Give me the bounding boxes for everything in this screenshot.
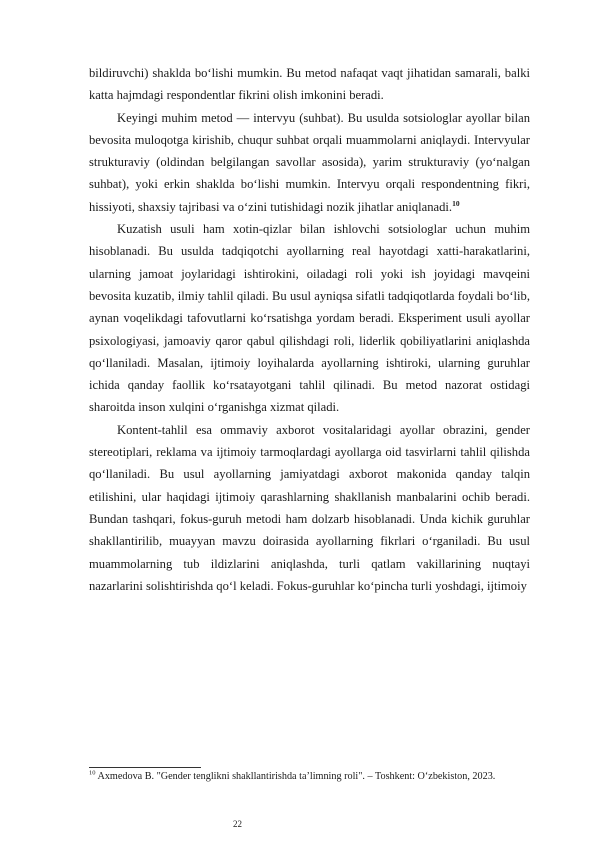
paragraph-interview bbox=[89, 107, 530, 218]
footnote-number: 10 bbox=[89, 769, 96, 777]
paragraph-observation: Kuzatish usuli ham xotin-qizlar bilan ishlovchi sotsiologlar uchun muhim hisoblanadi. Bu usulda tadqiqotchi ayollarning real hayotdagi xatti-harakatlarini, ularning jamoat joylaridagi ishtirokini, oiladagi roli yoki ish joyidagi mavqeini bevosita kuzatib, ilmiy tahlil qiladi. Bu usul ayniqsa sifatli tadqiqotlarda foydali bo‘lib, aynan voqelikdagi tafovutlarni ko‘rsatishga yordam beradi. Eksperiment usuli ayollar psixologiyasi, jamoaviy qaror qabul qilishdagi roli, liderlik qobiliyatlarini aniqlashda qo‘llaniladi. Masalan, ijtimoiy loyihalarda ayollarning ishtiroki, ularning guruhlar ichida qanday faollik ko‘rsatayotgani tahlil qilinadi. Bu metod nazorat ostidagi sharoitda inson xulqini o‘rganishga xizmat qiladi. bbox=[89, 222, 530, 415]
paragraph-interview-text: Keyingi muhim metod — intervyu (suhbat). Bu usulda sotsiologlar ayollar bilan bevosita muloqotga kirishib, chuqur suhbat orqali muammolarni aniqlaydi. Intervyular strukturaviy (oldindan belgilangan savollar asosida), yarim strukturaviy (yo‘nalgan suhbat), yoki erkin shaklda bo‘lishi mumkin. Intervyu orqali respondentning fikri, hissiyoti, shaxsiy tajribasi va o‘zini tutishidagi nozik jihatlar aniqlanadi. bbox=[89, 110, 530, 214]
paragraph-content-analysis: Kontent-tahlil esa ommaviy axborot vositalaridagi ayollar obrazini, gender stereotiplari, reklama va ijtimoiy tarmoqlardagi ayollarga oid tasvirlarni tahlil qilishda qo‘llaniladi. Bu usul ayollarning jamiyatdagi axborot makonida qanday talqin etilishini, ular haqidagi ijtimoiy qarashlarning shakllanish manbalarini ochib beradi. Bundan tashqari, fokus-guruh metodi ham dolzarb hisoblanadi. Unda kichik guruhlar shakllantirilib, muayyan mavzu doirasida ayollarning fikrlari o‘rganiladi. Bu usul muammolarning tub ildizlarini aniqlashda, turli qatlam vakillarining nuqtayi nazarlarini solishtirishda qo‘l keladi. Fokus-guruhlar ko‘pincha turli yoshdagi, ijtimoiy bbox=[89, 422, 530, 593]
footnote-reference: 10 bbox=[452, 198, 460, 208]
footnote bbox=[89, 770, 519, 783]
paragraph-continued: bildiruvchi) shaklda bo‘lishi mumkin. Bu metod nafaqat vaqt jihatidan samarali, balki katta hajmdagi respondentlar fikrini olish imkonini beradi. bbox=[89, 66, 530, 103]
footnote-divider bbox=[89, 767, 201, 768]
document-body bbox=[89, 62, 530, 597]
page-number: 22 bbox=[233, 819, 242, 829]
footnote-text: Axmedova B. "Gender tenglikni shakllantirishda ta’limning roli". – Toshkent: O‘zbekiston, 2023. bbox=[97, 771, 496, 782]
